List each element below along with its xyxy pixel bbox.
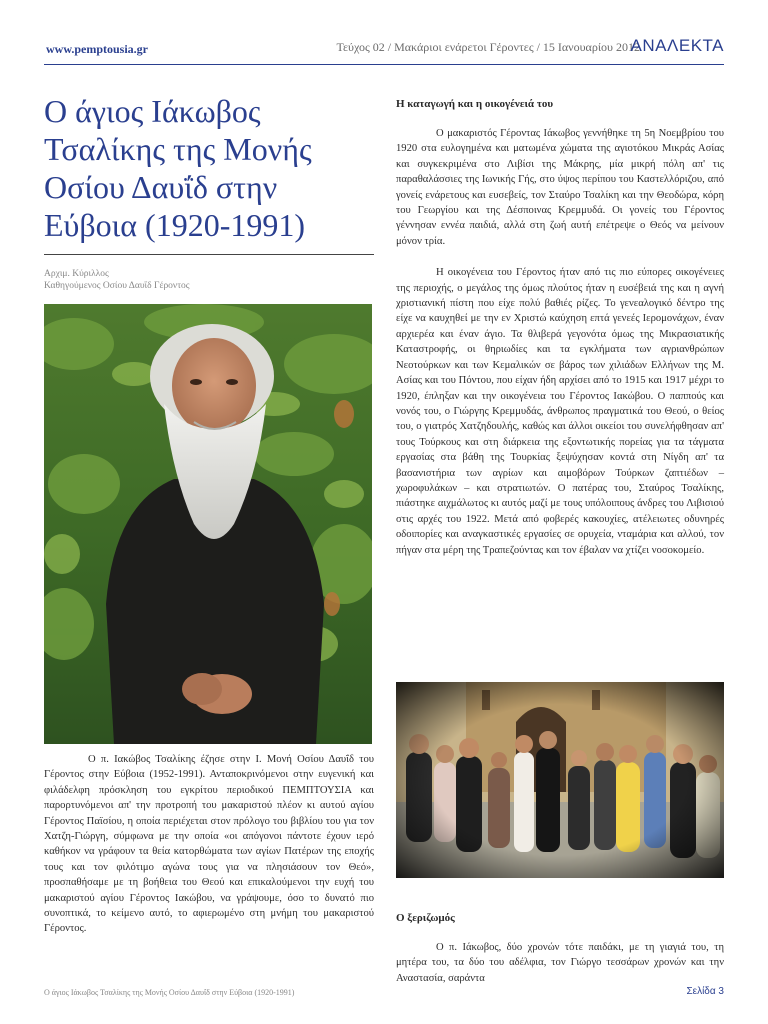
paragraph: Ο π. Ιάκωβος, δύο χρονών τότε παιδάκι, με τη γιαγιά του, τη μητέρα του, τα δύο του αδέλφια, τον Γιώργο τεσσάρων χρονών και την Αναστασία, σαράντα	[396, 942, 724, 984]
portrait-photo	[44, 304, 372, 744]
article-title: Ο άγιος Ιάκωβος Τσαλίκης της Μονής Οσίου Δαυΐδ στην Εύβοια (1920-1991)	[44, 93, 312, 243]
section-heading-uprooting: Ο ξεριζωμός	[396, 912, 455, 924]
site-url[interactable]: www.pemptousia.gr	[46, 42, 149, 56]
page-number: Σελίδα 3	[686, 986, 724, 997]
brand-logo: ΑΝΑΛΕΚΤΑ	[630, 36, 724, 55]
section-origin-text	[396, 126, 724, 574]
author-name: Αρχιμ. Κύριλλος	[44, 269, 109, 279]
author-block	[44, 268, 190, 292]
title-rule	[44, 254, 374, 255]
section-heading-origin: Η καταγωγή και η οικογένειά του	[396, 98, 554, 110]
gathering-photo	[396, 682, 724, 878]
author-role: Καθηγούμενος Οσίου Δαυΐδ Γέροντος	[44, 281, 190, 291]
issue-line: Τεύχος 02 / Μακάριοι ενάρετοι Γέροντες / 15 Ιανουαρίου 2012	[336, 40, 640, 54]
paragraph: Ο μακαριστός Γέροντας Ιάκωβος γεννήθηκε τη 5η Νοεμβρίου του 1920 στα ευλογημένα και ματωμένα χώματα της αγιοτόκου Μικράς Ασίας και συγκεκριμένα στο Λιβίσι της Μάκρης, μία μικρή πόλη απ' τις παραθαλάσσιες της Ιωνικής Γής, στο ύψος περίπου του Καστελλόριζου, από γονείς ενάρετους και ευσεβείς, τον Σταύρο Τσαλίκη και την Θεοδώρα, κόρη του Γεωργίου και της Δέσποινας Κρεμμυδά. Οι γονείς του Γέροντος γέννησαν εννέα παιδιά, αλλά στη ζωή αυτή επέτρεψε ο Θεός να μείνουν μόνον τρία.	[396, 128, 724, 247]
header-rule	[44, 64, 724, 65]
intro-paragraph: Ο π. Ιακώβος Τσαλίκης έζησε στην Ι. Μονή Οσίου Δαυΐδ του Γέροντος στην Εύβοια (1952-1991). Ανταποκρινόμενοι στην ευγενική και φιλάδελφη πρόσκληση του εγκρίτου περιοδικού ΠΕΜΠΤΟΥΣΙΑ και παρορτυνόμενοι απ' την προτροπή του μακαριστού πλέον κι αυτού αγίου Γέροντος Παϊσίου, η οποία περιέχεται στον πρόλογο του βιβλίου του για τον Χατζη-Γιώργη, σύμφωνα με την οποία «οι απόγονοι πάντοτε έχουν ιερό καθήκον να γράφουν τα θεία κατορθώματα των αγίων Πατέρων της εποχής τους και τον φιλότιμο αγώνα τους για να πλησιάσουν τον Θεό», προσπαθήσαμε με τη βοήθεια του Θεού και επικαλούμενοι την ευχή του μακαριστού αγίου Γέροντος Ιακώβου, να γράψουμε, όσο το δυνατό πιο συνοπτικά, το κείμενο αυτό, το αφιερωμένο στη μνήμη του μακαριστού Γέροντος.	[44, 754, 374, 935]
section-uprooting-text	[396, 940, 724, 986]
running-footer: Ο άγιος Ιάκωβος Τσαλίκης της Μονής Οσίου Δαυΐδ στην Εύβοια (1920-1991)	[44, 988, 295, 997]
paragraph: Η οικογένεια του Γέροντος ήταν από τις πιο εύπορες οικογένειες της περιοχής, ο μεγάλος της όμως πλούτος ήταν η ευσέβειά της και η αγνή χριστιανική πίστη που είχε πολύ βαθιές ρίζες. Το γενεαλογικό δέντρο της είχε να καυχηθεί με την εν Χριστώ καύχηση επτά γενεές Ιερομονάχων, έναν αρχιερέα και έναν άγιο. Τα θλιβερά γεγονότα όμως της Μικρασιατικής Καταστροφής, οι θηριωδίες και τα εγκλήματα των αγριανθρώπων Νεοτούρκων και των Κεμαλικών σε βάρος των χιλιάδων Ελλήνων της Μ. Ασίας και του Πόντου, που είχαν ήδη αρχίσει από το 1915 και 1917 μέχρι το 1920, έπληξαν και την οικογένεια του Γέροντος Ιακώβου. Ο παππούς και νονός του, ο Γιώργης Κρεμμυδάς, άνθρωπος πραγματικά του Θεού, ο θείος του, ο γιατρός Χατζηδουλής, καθώς και άλλοι οικείοι του συνελήφθησαν απ' τους Τούρκους και στη διάρκεια της εξοντωτικής πορείας για τα τάγματα εργασίας στα βάθη της Τουρκίας ξεψύχησαν κοντά στη Νίγδη απ' τα βασανιστήρια των αγρίων και αιμοβόρων Τούρκων ζαπτιέδων – χωροφυλάκων – και στρατιωτών. Ο πατέρας του, Σταύρος Τσαλίκης, πιάστηκε αιχμάλωτος κι αυτός μαζί με τους υπόλοιπους άνδρες του Λιβισιού στις αρχές του 1922. Μετά από φοβερές κακουχίες, ατέλειωτες οδυνηρές οδοιπορίες και αναγκαστικές εργασίες σε ορυχεία, νταμάρια και αλλού, τον πήγαν στα μέρη της Τραπεζούντας και τον έβαλαν να χτίζει νοσοκομείο.	[396, 267, 724, 556]
